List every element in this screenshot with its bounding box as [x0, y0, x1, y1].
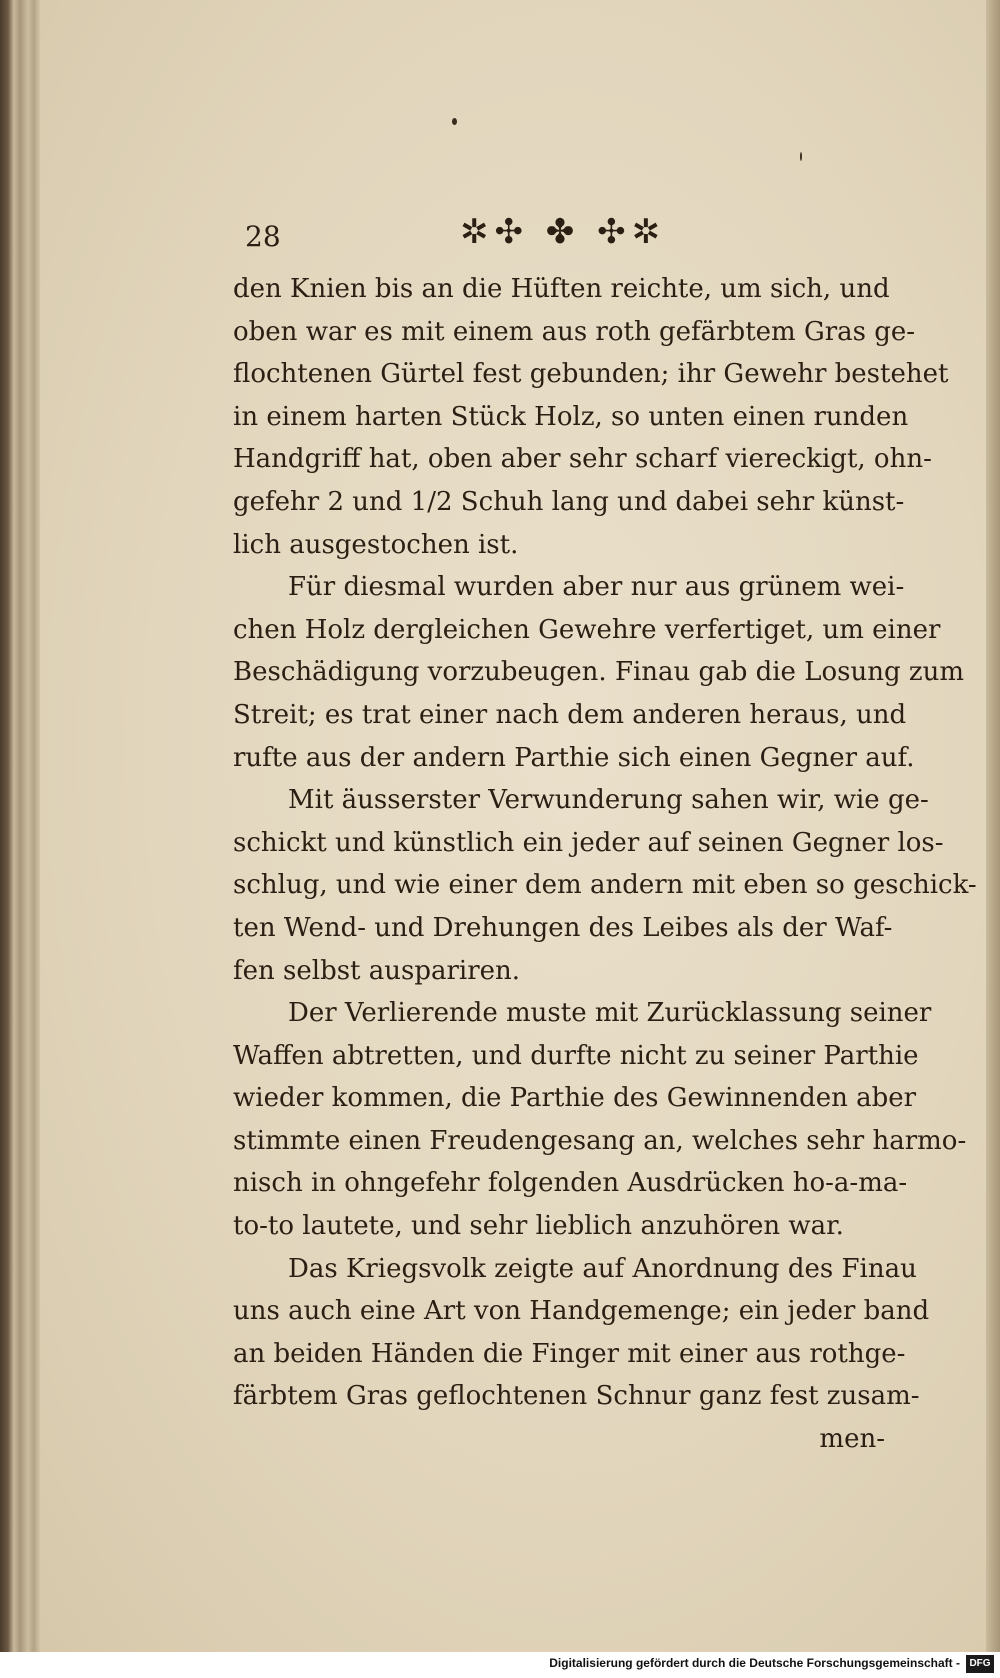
- text-line: Mit äusserster Verwunderung sahen wir, wie ge-: [288, 785, 929, 816]
- text-line: färbtem Gras geflochtenen Schnur ganz fest zusam-: [233, 1381, 920, 1412]
- text-line: rufte aus der andern Parthie sich einen Gegner auf.: [233, 742, 915, 773]
- digitization-footer: [0, 1652, 1000, 1678]
- text-line: in einem harten Stück Holz, so unten einen runden: [233, 401, 909, 432]
- text-line: Streit; es trat einer nach dem anderen heraus, und: [233, 699, 907, 730]
- catchword: men-: [819, 1424, 885, 1455]
- text-line: Für diesmal wurden aber nur aus grünem wei-: [288, 572, 905, 603]
- text-line: oben war es mit einem aus roth gefärbtem Gras ge-: [233, 316, 916, 347]
- page-header: [245, 212, 805, 262]
- text-line: Beschädigung vorzubeugen. Finau gab die Losung zum: [233, 657, 964, 688]
- body-text: [233, 268, 977, 1461]
- text-line: schlug, und wie einer dem andern mit eben so geschick-: [233, 870, 977, 901]
- text-line: schickt und künstlich ein jeder auf seinen Gegner los-: [233, 827, 944, 858]
- text-line: wieder kommen, die Parthie des Gewinnenden aber: [233, 1083, 917, 1114]
- text-line: Handgriff hat, oben aber sehr scharf viereckigt, ohn-: [233, 444, 932, 475]
- text-line: den Knien bis an die Hüften reichte, um sich, und: [233, 274, 890, 304]
- funding-credit: Digitalisierung gefördert durch die Deutsche Forschungsgemeinschaft -: [549, 1656, 960, 1670]
- text-line: flochtenen Gürtel fest gebunden; ihr Gewehr bestehet: [233, 359, 949, 390]
- page-right-edge: [986, 0, 1000, 1652]
- book-spine-edge: [0, 0, 40, 1652]
- text-line: Waffen abtretten, und durfte nicht zu seiner Parthie: [233, 1040, 919, 1071]
- dfg-logo: DFG: [966, 1655, 994, 1673]
- text-line: gefehr 2 und 1/2 Schuh lang und dabei sehr künst-: [233, 486, 905, 517]
- text-line: an beiden Händen die Finger mit einer aus rothge-: [233, 1338, 906, 1369]
- text-line: fen selbst auspariren.: [233, 955, 521, 986]
- text-line: Das Kriegsvolk zeigte auf Anordnung des Finau: [288, 1253, 917, 1284]
- page-number: 28: [245, 220, 281, 253]
- header-ornament: ✲✣ ✤ ✣✲: [460, 212, 667, 252]
- ink-speck: [452, 118, 457, 125]
- text-line: ten Wend- und Drehungen des Leibes als der Waf-: [233, 912, 893, 943]
- text-line: stimmte einen Freudengesang an, welches sehr harmo-: [233, 1125, 967, 1156]
- text-line: Der Verlierende muste mit Zurücklassung seiner: [288, 998, 932, 1029]
- text-line: chen Holz dergleichen Gewehre verfertiget, um einer: [233, 614, 941, 645]
- text-line: to-to lautete, und sehr lieblich anzuhören war.: [233, 1211, 844, 1242]
- text-line: uns auch eine Art von Handgemenge; ein jeder band: [233, 1296, 930, 1327]
- text-line: lich ausgestochen ist.: [233, 529, 519, 560]
- ink-speck: [800, 152, 802, 161]
- text-line: nisch in ohngefehr folgenden Ausdrücken ho-a-ma-: [233, 1168, 908, 1199]
